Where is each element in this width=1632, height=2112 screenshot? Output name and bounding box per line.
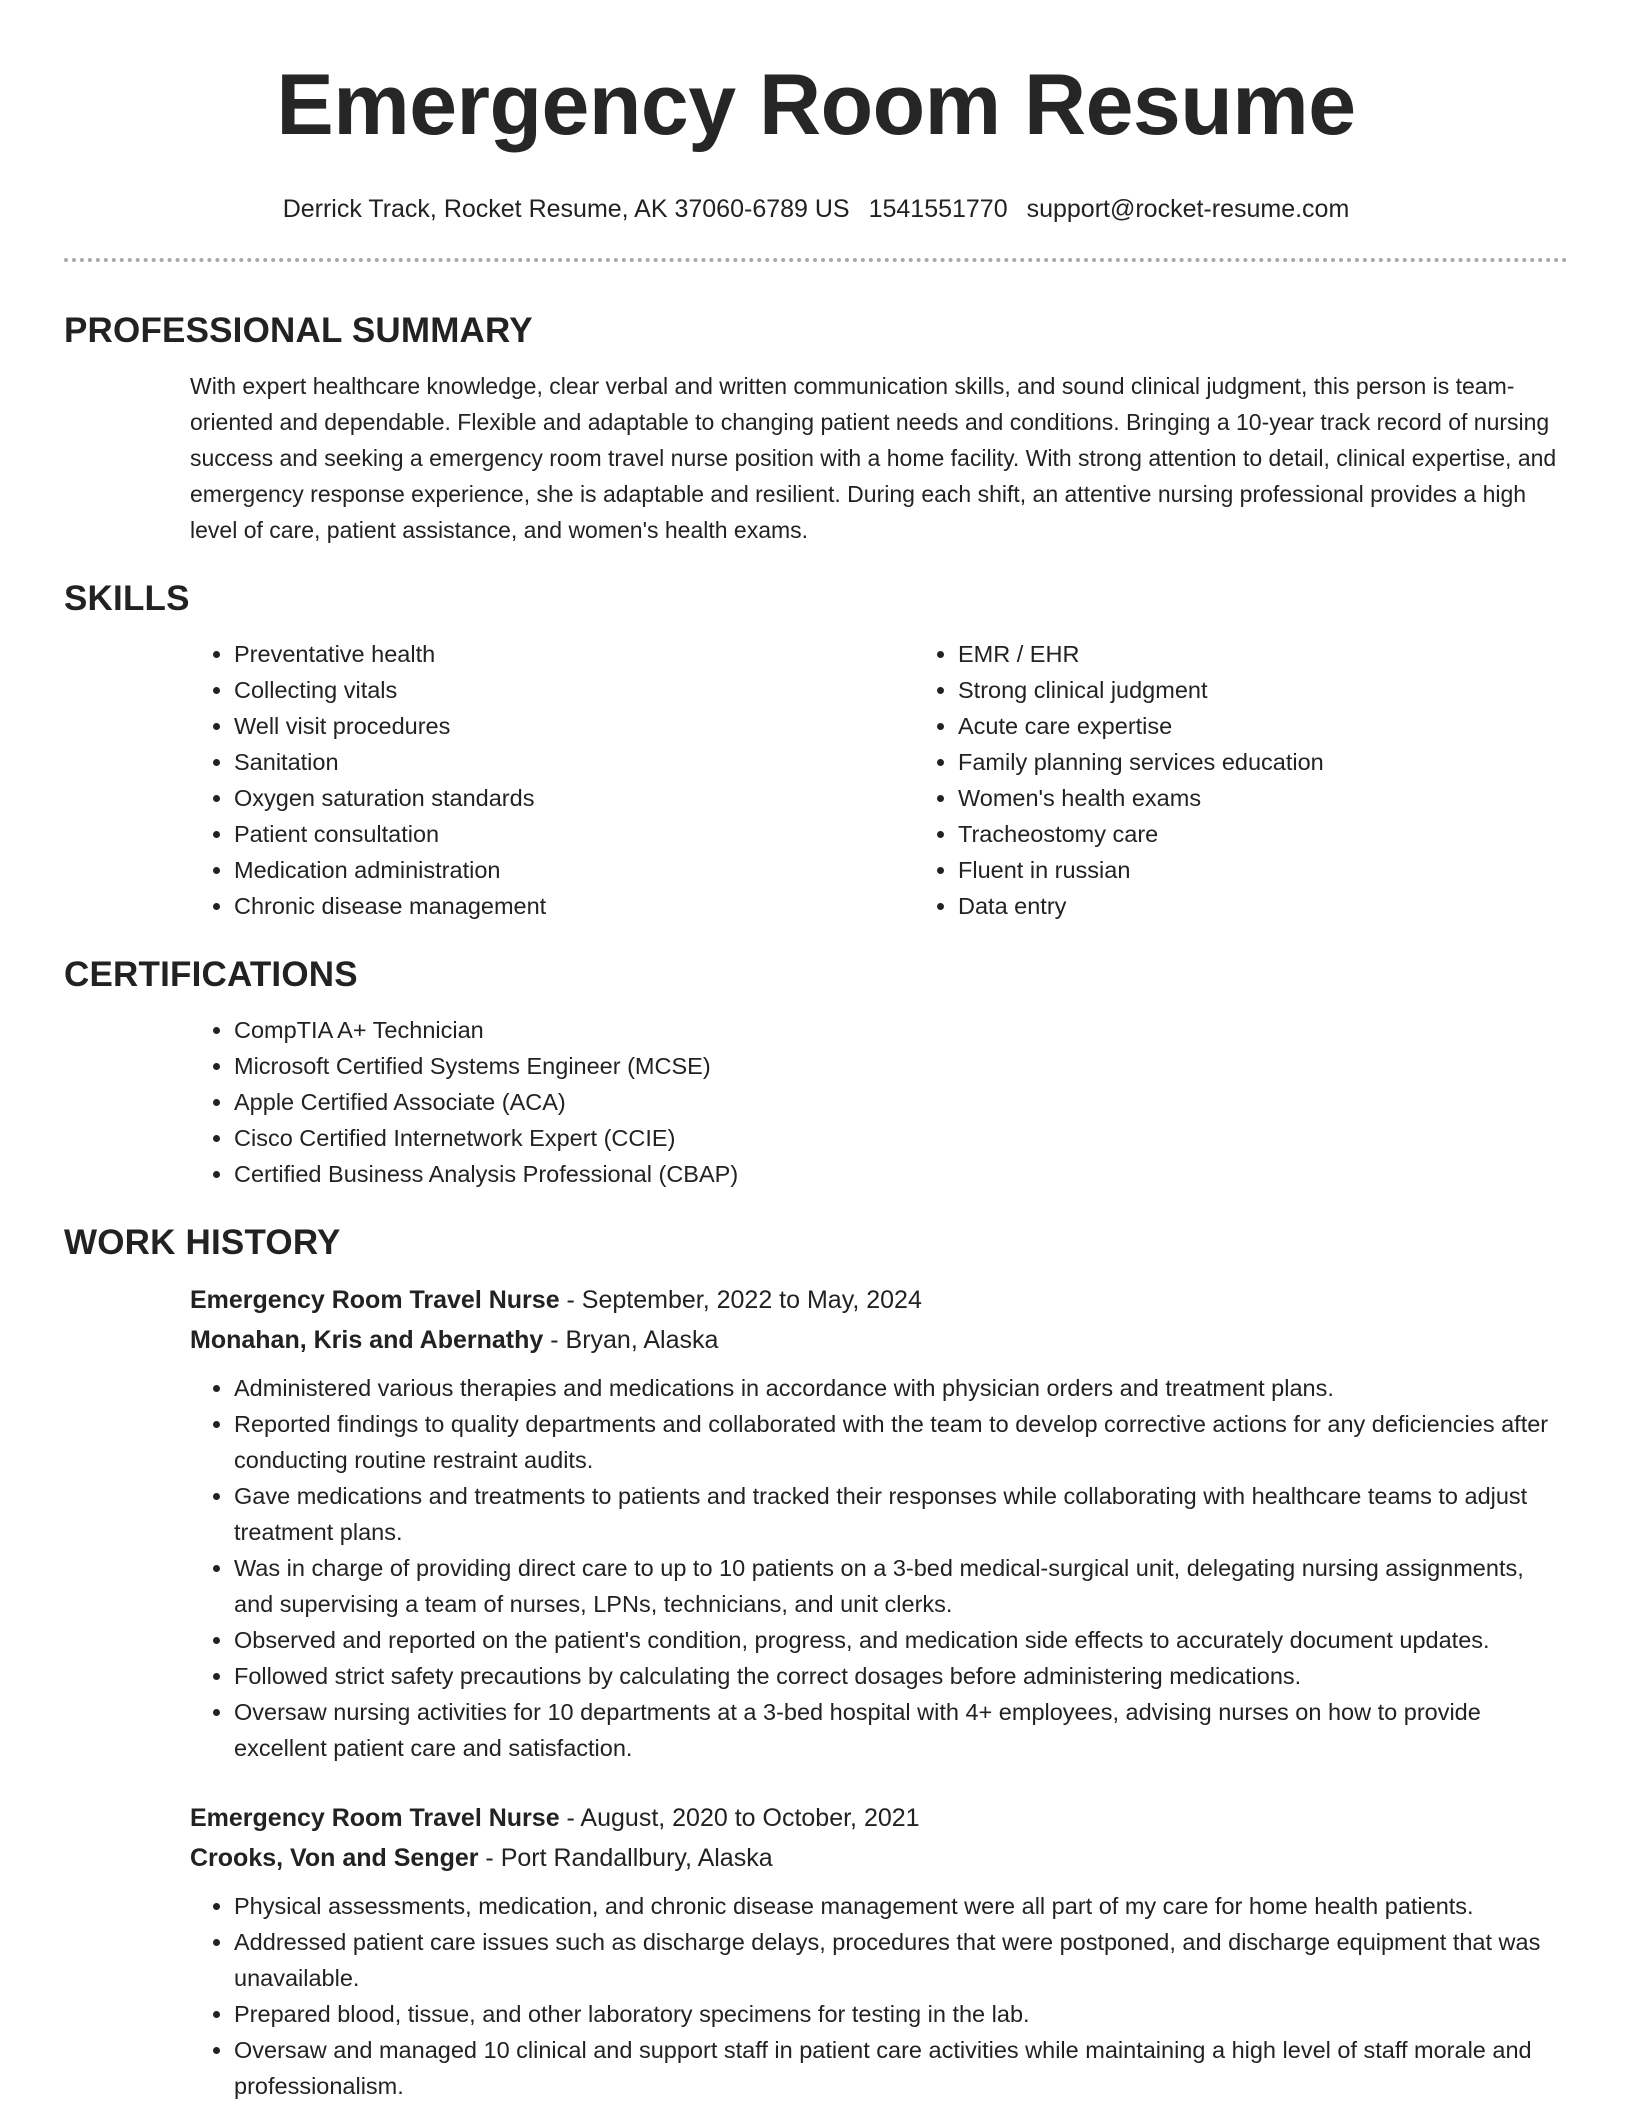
certifications-heading: CERTIFICATIONS — [64, 955, 358, 994]
list-item: • Addressed patient care issues such as discharge delays, procedures that were postponed, and discharge equipment that was unavailable. — [234, 1924, 1568, 1996]
job-entry — [190, 1798, 1568, 2104]
list-item: • Microsoft Certified Systems Engineer (MCSE) — [234, 1048, 1568, 1084]
work-history-heading: WORK HISTORY — [64, 1223, 341, 1262]
list-item: • Women's health exams — [958, 780, 1632, 816]
certifications-list — [190, 1012, 1568, 1192]
summary-heading: PROFESSIONAL SUMMARY — [64, 311, 533, 350]
job-title-line — [190, 1798, 1568, 1838]
job-location: - Port Randallbury, Alaska — [478, 1844, 773, 1872]
list-item: • Oxygen saturation standards — [234, 780, 914, 816]
job-title-line — [190, 1280, 1568, 1320]
contact-email: support@rocket-resume.com — [1026, 195, 1350, 223]
job-title: Emergency Room Travel Nurse — [190, 1804, 560, 1832]
list-item: • Oversaw and managed 10 clinical and support staff in patient care activities while maintaining a high level of staff morale and professionalism. — [234, 2032, 1568, 2104]
list-item: • Physical assessments, medication, and chronic disease management were all part of my care for home health patients. — [234, 1888, 1568, 1924]
job-title: Emergency Room Travel Nurse — [190, 1286, 560, 1314]
list-item: • Certified Business Analysis Professional (CBAP) — [234, 1156, 1568, 1192]
list-item: • Collecting vitals — [234, 672, 914, 708]
list-item: • EMR / EHR — [958, 636, 1632, 672]
skills-heading: SKILLS — [64, 579, 190, 618]
job-dates: - August, 2020 to October, 2021 — [559, 1804, 920, 1832]
list-item: • Followed strict safety precautions by calculating the correct dosages before administering medications. — [234, 1658, 1568, 1694]
contact-address: Derrick Track, Rocket Resume, AK 37060-6789 US — [282, 195, 850, 223]
contact-phone: 1541551770 — [868, 195, 1008, 223]
work-history-section — [190, 1280, 1568, 2104]
job-company-line — [190, 1320, 1568, 1360]
skills-section — [190, 636, 1568, 924]
job-entry — [190, 1280, 1568, 1766]
list-item: • Data entry — [958, 888, 1632, 924]
summary-text: With expert healthcare knowledge, clear verbal and written communication skills, and sound clinical judgment, this person is team-oriented and dependable. Flexible and adaptable to changing patient needs and conditions. Bringing a 10-year track record of nursing success and seeking a emergency room travel nurse position with a home facility. With strong attention to detail, clinical expertise, and emergency response experience, she is adaptable and resilient. During each shift, an attentive nursing professional provides a high level of care, patient assistance, and women's health exams. — [190, 373, 1557, 543]
list-item: • Cisco Certified Internetwork Expert (CCIE) — [234, 1120, 1568, 1156]
certifications-section — [190, 1012, 1568, 1192]
list-item: • Patient consultation — [234, 816, 914, 852]
skills-list-right — [914, 636, 1632, 924]
skills-list-left — [190, 636, 914, 924]
job-company-line — [190, 1838, 1568, 1878]
list-item: • CompTIA A+ Technician — [234, 1012, 1568, 1048]
job-bullets — [190, 1888, 1568, 2104]
list-item: • Reported findings to quality departments and collaborated with the team to develop corrective actions for any deficiencies after conducting routine restraint audits. — [234, 1406, 1568, 1478]
list-item: • Oversaw nursing activities for 10 departments at a 3-bed hospital with 4+ employees, advising nurses on how to provide excellent patient care and satisfaction. — [234, 1694, 1568, 1766]
list-item: • Strong clinical judgment — [958, 672, 1632, 708]
list-item: • Sanitation — [234, 744, 914, 780]
list-item: • Family planning services education — [958, 744, 1632, 780]
resume-page — [64, 0, 1568, 2104]
list-item: • Observed and reported on the patient's condition, progress, and medication side effects to accurately document updates. — [234, 1622, 1568, 1658]
job-dates: - September, 2022 to May, 2024 — [559, 1286, 922, 1314]
job-location: - Bryan, Alaska — [543, 1326, 719, 1354]
list-item: • Fluent in russian — [958, 852, 1632, 888]
summary-section — [190, 368, 1568, 548]
list-item: • Administered various therapies and medications in accordance with physician orders and treatment plans. — [234, 1370, 1568, 1406]
list-item: • Gave medications and treatments to patients and tracked their responses while collaborating with healthcare teams to adjust treatment plans. — [234, 1478, 1568, 1550]
list-item: • Chronic disease management — [234, 888, 914, 924]
list-item: • Well visit procedures — [234, 708, 914, 744]
job-company: Monahan, Kris and Abernathy — [190, 1326, 544, 1354]
header-divider — [64, 258, 1568, 262]
job-company: Crooks, Von and Senger — [190, 1844, 479, 1872]
list-item: • Apple Certified Associate (ACA) — [234, 1084, 1568, 1120]
list-item: • Medication administration — [234, 852, 914, 888]
list-item: • Acute care expertise — [958, 708, 1632, 744]
contact-line — [64, 194, 1568, 224]
list-item: • Was in charge of providing direct care to up to 10 patients on a 3-bed medical-surgical unit, delegating nursing assignments, and supervising a team of nurses, LPNs, technicians, and unit clerks. — [234, 1550, 1568, 1622]
list-item: • Tracheostomy care — [958, 816, 1632, 852]
list-item: • Preventative health — [234, 636, 914, 672]
resume-title: Emergency Room Resume — [276, 57, 1356, 153]
job-bullets — [190, 1370, 1568, 1766]
list-item: • Prepared blood, tissue, and other laboratory specimens for testing in the lab. — [234, 1996, 1568, 2032]
